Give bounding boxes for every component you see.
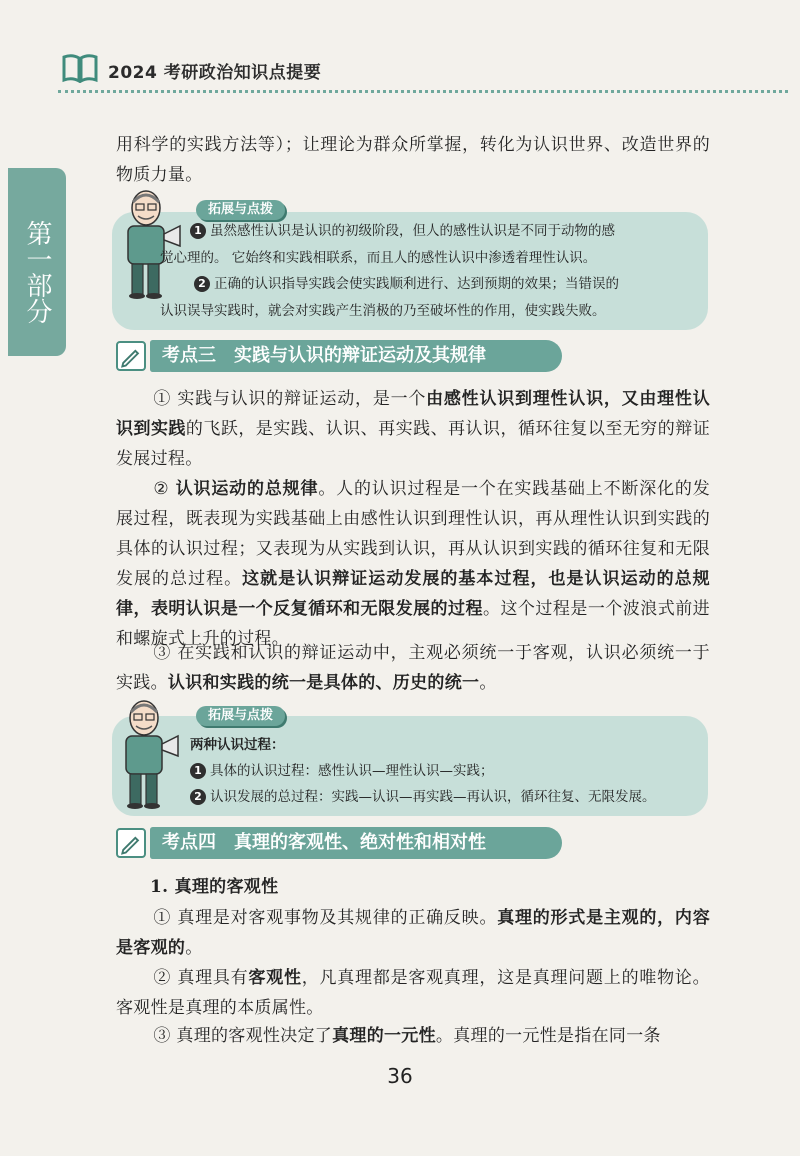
callout-1-item-2 — [160, 271, 706, 325]
pencil-icon — [116, 828, 146, 858]
callout-1-item-1 — [160, 218, 706, 272]
number-badge: 1 — [190, 223, 206, 239]
page-number: 36 — [387, 1064, 413, 1088]
section-3-title: 考点三 实践与认识的辩证运动及其规律 — [150, 340, 562, 372]
section-4-paragraph-3: ③ 真理的客观性决定了真理的一元性。真理的一元性是指在同一条 — [153, 1026, 661, 1046]
part-side-tab — [8, 168, 66, 356]
teacher-figure-icon — [118, 186, 190, 302]
callout-2-item-1 — [190, 758, 704, 785]
book-icon — [62, 53, 98, 83]
callout-1-item-1-line-1: 虽然感性认识是认识的初级阶段，但人的感性认识是不同于动物的感 — [210, 223, 615, 239]
callout-2-item-1-text: 具体的认识过程：感性认识—理性认识—实践； — [210, 763, 494, 779]
header-title: 2024 考研政治知识点提要 — [108, 63, 322, 83]
callout-tag-1: 拓展与点拨 — [196, 200, 285, 220]
callout-1-item-2-line-1: 正确的认识指导实践会使实践顺利进行、达到预期的效果；当错误的 — [214, 276, 619, 292]
section-4-title: 考点四 真理的客观性、绝对性和相对性 — [150, 827, 562, 859]
number-badge: 2 — [190, 789, 206, 805]
callout-2-item-2-text: 认识发展的总过程：实践—认识—再实践—再认识，循环往复、无限发展。 — [210, 789, 656, 805]
part-side-tab-label: 第一部分 — [22, 220, 52, 324]
callout-2-heading: 两种认识过程： — [190, 737, 285, 753]
section-3-paragraph-3: ③ 在实践和认识的辩证运动中，主观必须统一于客观，认识必须统一于实践。认识和实践的统一是具体的、历史的统一。 — [116, 643, 710, 693]
callout-1-item-2-line-2: 认识误导实践时，就会对实践产生消极的乃至破坏性的作用，使实践失败。 — [160, 303, 606, 319]
number-badge: 1 — [190, 763, 206, 779]
section-3-paragraph-1: ① 实践与认识的辩证运动，是一个由感性认识到理性认识，又由理性认识到实践的飞跃，是实践、认识、再实践、再认识，循环往复以至无穷的辩证发展过程。 — [116, 389, 711, 469]
callout-2-item-2 — [190, 784, 704, 811]
callout-1-item-1-line-2: 觉心理的。 它始终和实践相联系，而且人的感性认识中渗透着理性认识。 — [160, 250, 597, 266]
section-4-paragraph-2: ② 真理具有客观性，凡真理都是客观真理，这是真理问题上的唯物论。客观性是真理的本质属性。 — [116, 968, 710, 1018]
section-4-paragraph-1: ① 真理是对客观事物及其规律的正确反映。真理的形式是主观的，内容是客观的。 — [116, 908, 710, 958]
section-4-subheading: 1. 真理的客观性 — [150, 877, 279, 897]
teacher-figure-icon — [116, 696, 188, 812]
pencil-icon — [116, 341, 146, 371]
header-divider — [58, 90, 788, 93]
callout-tag-2: 拓展与点拨 — [196, 706, 285, 726]
intro-paragraph: 用科学的实践方法等）；让理论为群众所掌握，转化为认识世界、改造世界的物质力量。 — [116, 135, 710, 185]
section-3-paragraph-2: ② 认识运动的总规律。人的认识过程是一个在实践基础上不断深化的发展过程，既表现为实践基础上由感性认识到理性认识，再从理性认识到实践的具体的认识过程；又表现为从实践到认识，再从认识到实践的循环往复和无限发展的总过程。这就是认识辩证运动发展的基本过程，也是认识运动的总规律，表明认识是一个反复循环和无限发展的过程。这个过程是一个波浪式前进和螺旋式上升的过程。 — [116, 479, 710, 649]
number-badge: 2 — [194, 276, 210, 292]
